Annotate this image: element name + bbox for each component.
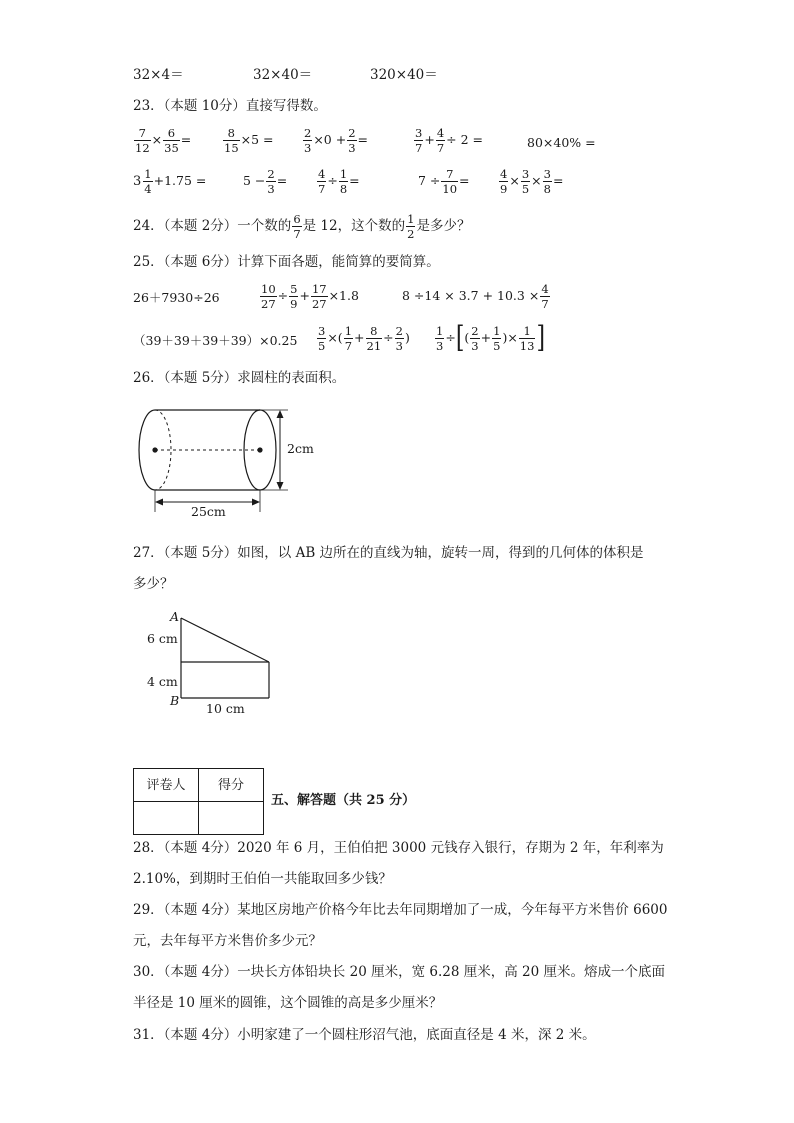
q25-title: 25．（本题 6分）计算下面各题，能简算的要简算。 <box>133 254 440 270</box>
q23-expr-a: $\frac{7}{12}$ × $\frac{6}{35}$ = <box>135 126 192 156</box>
q23-expr-b: $\frac{8}{15}$ ×5 = <box>224 126 274 156</box>
left-center-dot <box>152 447 157 452</box>
q28-line2: 2.10%，到期时王伯伯一共能取回多少钱？ <box>133 871 392 887</box>
q23-expr-c: $\frac{2}{3}$ ×0 + $\frac{2}{3}$ = <box>304 126 369 156</box>
grader-header: 评卷人 <box>134 769 199 802</box>
top-expr-1: 32×4＝ <box>133 67 184 83</box>
q25-expr-e: $\frac{3}{5}$ ×( $\frac{1}{7}$ + $\frac{8}{21}$ ÷ $\frac{2}{3}$ ) <box>318 324 410 354</box>
q23-expr-i: 7 ÷ $\frac{7}{10}$ = <box>418 167 470 197</box>
q23-expr-h: $\frac{4}{7}$ ÷ $\frac{1}{8}$ = <box>318 167 360 197</box>
height-arrow-top <box>277 410 284 418</box>
top-expr-3: 320×40＝ <box>370 67 438 83</box>
q23-expr-d: $\frac{3}{7}$ + $\frac{4}{7}$ ÷ 2 = <box>415 126 483 156</box>
cylinder-figure <box>130 402 330 520</box>
q26-title: 26．（本题 5分）求圆柱的表面积。 <box>133 370 346 386</box>
grader-cell <box>134 802 199 835</box>
q25-expr-b: $\frac{10}{27}$ ÷ $\frac{5}{9}$ + $\frac{17}{27}$ ×1.8 <box>261 282 359 312</box>
score-header: 得分 <box>199 769 264 802</box>
q23-expr-g: 5 − $\frac{2}{3}$ = <box>243 167 288 197</box>
q25-expr-d: （39＋39＋39＋39）×0.25 <box>133 333 298 348</box>
cylinder-height-label: 2cm <box>287 441 314 456</box>
q25-expr-f: $\frac{1}{3}$ ÷ [ ( $\frac{2}{3}$ + $\frac{1}{5}$ )× $\frac{1}{13}$ ] <box>436 321 546 355</box>
q30-line1: 30．（本题 4分）一块长方体铅块长 20 厘米，宽 6.28 厘米，高 20 厘米。熔成一个底面 <box>133 964 665 980</box>
length-arrow-left <box>155 499 163 506</box>
q23-title: 23．（本题 10分）直接写得数。 <box>133 98 327 114</box>
label-6cm: 6 cm <box>147 631 178 646</box>
right-center-dot <box>257 447 262 452</box>
q23-expr-f: 3 $\frac{1}{4}$ +1.75 = <box>133 167 207 197</box>
label-4cm: 4 cm <box>147 674 178 689</box>
q25-expr-a: 26＋7930÷26 <box>133 290 220 305</box>
edge-slant <box>181 618 269 662</box>
label-a: A <box>170 609 180 624</box>
grader-table <box>133 768 264 835</box>
q23-expr-e: 80×40% = <box>527 135 596 150</box>
label-10cm: 10 cm <box>206 701 245 716</box>
trapezoid-figure <box>170 610 280 710</box>
cylinder-length-label: 25cm <box>191 504 226 519</box>
q29-line1: 29．（本题 4分）某地区房地产价格今年比去年同期增加了一成，今年每平方米售价 6600 <box>133 902 668 918</box>
q27-line2: 多少？ <box>133 576 174 592</box>
section-title: 五、解答题（共 25 分） <box>271 793 416 808</box>
height-arrow-bottom <box>277 482 284 490</box>
q25-expr-c: 8 ÷14 × 3.7 + 10.3 × $\frac{4}{7}$ <box>402 282 549 312</box>
label-b: B <box>170 693 180 708</box>
q29-line2: 元，去年每平方米售价多少元？ <box>133 933 322 949</box>
q23-expr-j: $\frac{4}{9}$ × $\frac{3}{5}$ × $\frac{3}{8}$ = <box>500 167 564 197</box>
top-expr-2: 32×40＝ <box>253 67 313 83</box>
q28-line1: 28．（本题 4分）2020 年 6 月，王伯伯把 3000 元钱存入银行，存期为 2 年，年利率为 <box>133 840 664 856</box>
q31-line1: 31．（本题 4分）小明家建了一个圆柱形沼气池，底面直径是 4 米，深 2 米。 <box>133 1027 596 1043</box>
q27-line1: 27．（本题 5分）如图，以 AB 边所在的直线为轴，旋转一周，得到的几何体的体积是 <box>133 545 644 561</box>
score-cell <box>199 802 264 835</box>
length-arrow-right <box>252 499 260 506</box>
q24-text: 24．（本题 2分）一个数的 $\frac{6}{7}$ 是 12，这个数的 $\frac{1}{2}$ 是多少？ <box>133 212 471 242</box>
q30-line2: 半径是 10 厘米的圆锥，这个圆锥的高是多少厘米？ <box>133 995 443 1011</box>
